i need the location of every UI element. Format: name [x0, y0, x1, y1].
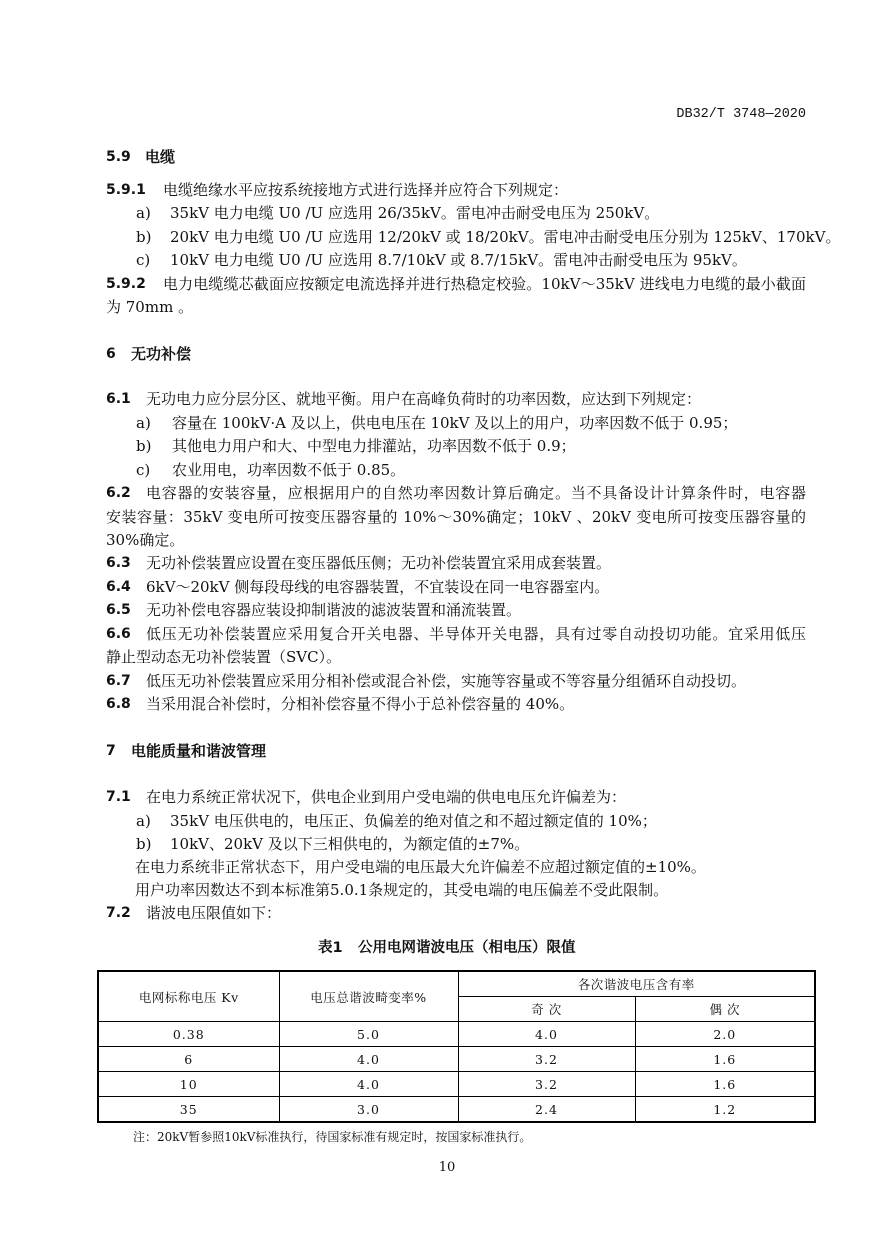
clause-text-line: 静止型动态无功补偿装置（SVC）。 [106, 648, 342, 666]
clause-number: 6.5 [106, 602, 131, 618]
clause-text: 当采用混合补偿时，分相补偿容量不得小于总补偿容量的 40%。 [146, 695, 575, 713]
list-item [0, 436, 890, 456]
clause-text: 无功补偿电容器应装设抑制谐波的滤波装置和涌流装置。 [146, 601, 522, 619]
section-number: 5.9 [106, 149, 131, 165]
clause-paragraph [0, 880, 890, 900]
table-row [98, 1047, 815, 1072]
section-number: 6 [106, 346, 116, 362]
header-odd: 奇 次 [458, 997, 635, 1022]
table-cell: 4.0 [279, 1072, 458, 1097]
list-item-text: 10kV、20kV 及以下三相供电的，为额定值的±7%。 [170, 835, 530, 853]
table-row [98, 1097, 815, 1123]
clause-6-2 [0, 483, 890, 503]
list-item-text: 35kV 电压供电的，电压正、负偏差的绝对值之和不超过额定值的 10%； [170, 812, 657, 830]
clause-6-7 [0, 671, 890, 691]
clause-number: 6.8 [106, 696, 131, 712]
clause-6-6 [0, 624, 890, 644]
header-even: 偶 次 [635, 997, 815, 1022]
table-cell: 1.6 [635, 1047, 815, 1072]
clause-continuation [0, 507, 890, 527]
clause-number: 5.9.2 [106, 276, 146, 292]
list-item [0, 460, 890, 480]
clause-number: 6.6 [106, 626, 131, 642]
section-title: 电缆 [145, 148, 176, 166]
list-item-text: 35kV 电力电缆 U0 /U 应选用 26/35kV。雷电冲击耐受电压为 250kV。 [170, 204, 660, 222]
list-item [0, 203, 890, 223]
clause-text: 6kV～20kV 侧每段母线的电容器装置，不宜装设在同一电容器室内。 [146, 578, 610, 596]
list-item-label: b) [136, 437, 152, 455]
table-cell: 0.38 [98, 1022, 279, 1047]
list-item-label: c) [136, 251, 151, 269]
list-item-text: 容量在 100kV·A 及以上，供电电压在 10kV 及以上的用户，功率因数不低于 0.95； [172, 414, 738, 432]
clause-text: 电缆绝缘水平应按系统接地方式进行选择并应符合下列规定： [163, 181, 569, 199]
clause-7-2 [0, 903, 890, 923]
list-item-text: 其他电力用户和大、中型电力排灌站，功率因数不低于 0.9； [172, 437, 576, 455]
list-item-label: b) [136, 835, 152, 853]
clause-number: 5.9.1 [106, 182, 146, 198]
table-cell: 1.2 [635, 1097, 815, 1123]
section-5-9-heading [0, 147, 890, 167]
table-cell: 6 [98, 1047, 279, 1072]
table-cell: 4.0 [279, 1047, 458, 1072]
clause-text: 无功补偿装置应设置在变压器低压侧；无功补偿装置宜采用成套装置。 [146, 554, 612, 572]
table-cell: 3.0 [279, 1097, 458, 1123]
clause-6-4 [0, 577, 890, 597]
clause-6-1 [0, 389, 890, 409]
table-cell: 2.0 [635, 1022, 815, 1047]
clause-6-8 [0, 694, 890, 714]
clause-6-5 [0, 600, 890, 620]
table-row [98, 1022, 815, 1047]
clause-text-line: 安装容量：35kV 变电所可按变压器容量的 10%～30%确定；10kV 、20kV 变电所可按变压器容量的 [106, 508, 806, 526]
clause-number: 6.1 [106, 391, 131, 407]
clause-continuation [0, 647, 890, 667]
table-cell: 2.4 [458, 1097, 635, 1123]
page-number: 10 [438, 1160, 456, 1175]
clause-text: 低压无功补偿装置应采用分相补偿或混合补偿，实施等容量或不等容量分组循环自动投切。 [146, 672, 747, 690]
clause-6-3 [0, 553, 890, 573]
clause-5-9-1 [0, 180, 890, 200]
table-caption [0, 938, 890, 958]
list-item-label: a) [136, 812, 151, 830]
list-item [0, 250, 890, 270]
table-note: 注：20kV暂参照10kV标准执行，待国家标准有规定时，按国家标准执行。 [133, 1130, 532, 1144]
section-title: 无功补偿 [131, 345, 192, 363]
section-number: 7 [106, 743, 116, 759]
clause-text-line: 为 70mm 。 [106, 298, 194, 316]
table-cell: 10 [98, 1072, 279, 1097]
header-harmonic-content: 各次谐波电压含有率 [458, 971, 815, 997]
list-item [0, 811, 890, 831]
document-code: DB32/T 3748—2020 [676, 107, 806, 122]
header-total-harmonic-distortion: 电压总谐波畸变率% [279, 971, 458, 1022]
clause-text-line: 30%确定。 [106, 531, 185, 549]
clause-number: 6.4 [106, 579, 131, 595]
clause-text-line: 电容器的安装容量，应根据用户的自然功率因数计算后确定。当不具备设计计算条件时，电容器 [146, 484, 806, 502]
clause-paragraph [0, 857, 890, 877]
clause-number: 7.2 [106, 905, 131, 921]
clause-number: 6.3 [106, 555, 131, 571]
clause-number: 6.2 [106, 485, 131, 501]
clause-text-line: 电力电缆缆芯截面应按额定电流选择并进行热稳定校验。10kV～35kV 进线电力电缆的最小截面 [163, 275, 806, 293]
section-6-heading [0, 344, 890, 364]
list-item-label: c) [136, 461, 151, 479]
list-item-label: b) [136, 228, 152, 246]
clause-text-line: 低压无功补偿装置应采用复合开关电器、半导体开关电器，具有过零自动投切功能。宜采用低压 [146, 625, 806, 643]
list-item-label: a) [136, 204, 151, 222]
list-item-text: 20kV 电力电缆 U0 /U 应选用 12/20kV 或 18/20kV。雷电冲击耐受电压分别为 125kV、170kV。 [170, 228, 841, 246]
list-item-text: 10kV 电力电缆 U0 /U 应选用 8.7/10kV 或 8.7/15kV。雷电冲击耐受电压为 95kV。 [170, 251, 747, 269]
list-item-text: 农业用电，功率因数不低于 0.85。 [172, 461, 406, 479]
header-nominal-voltage: 电网标称电压 Kv [98, 971, 279, 1022]
list-item [0, 834, 890, 854]
clause-text: 无功电力应分层分区、就地平衡。用户在高峰负荷时的功率因数，应达到下列规定： [146, 390, 702, 408]
table-cell: 1.6 [635, 1072, 815, 1097]
clause-5-9-2 [0, 274, 890, 294]
paragraph-text: 用户功率因数达不到本标准第5.0.1条规定的，其受电端的电压偏差不受此限制。 [135, 881, 669, 899]
harmonic-voltage-limits-table [97, 970, 816, 1123]
table-cell: 3.2 [458, 1047, 635, 1072]
clause-7-1 [0, 787, 890, 807]
section-title: 电能质量和谐波管理 [131, 742, 267, 760]
clause-text: 谐波电压限值如下： [146, 904, 282, 922]
clause-number: 7.1 [106, 789, 131, 805]
table-cell: 3.2 [458, 1072, 635, 1097]
section-7-heading [0, 741, 890, 761]
clause-text: 在电力系统正常状况下，供电企业到用户受电端的供电电压允许偏差为： [146, 788, 627, 806]
list-item-label: a) [136, 414, 151, 432]
table-cell: 5.0 [279, 1022, 458, 1047]
table-cell: 35 [98, 1097, 279, 1123]
clause-continuation [0, 297, 890, 317]
table-row [98, 1072, 815, 1097]
clause-number: 6.7 [106, 673, 131, 689]
list-item [0, 413, 890, 433]
table-label: 表1 [318, 940, 343, 956]
table-cell: 4.0 [458, 1022, 635, 1047]
table-title: 公用电网谐波电压（相电压）限值 [358, 940, 576, 956]
clause-continuation [0, 530, 890, 550]
list-item [0, 227, 890, 247]
paragraph-text: 在电力系统非正常状态下，用户受电端的电压最大允许偏差不应超过额定值的±10%。 [135, 858, 706, 876]
table-header-row [98, 971, 815, 997]
